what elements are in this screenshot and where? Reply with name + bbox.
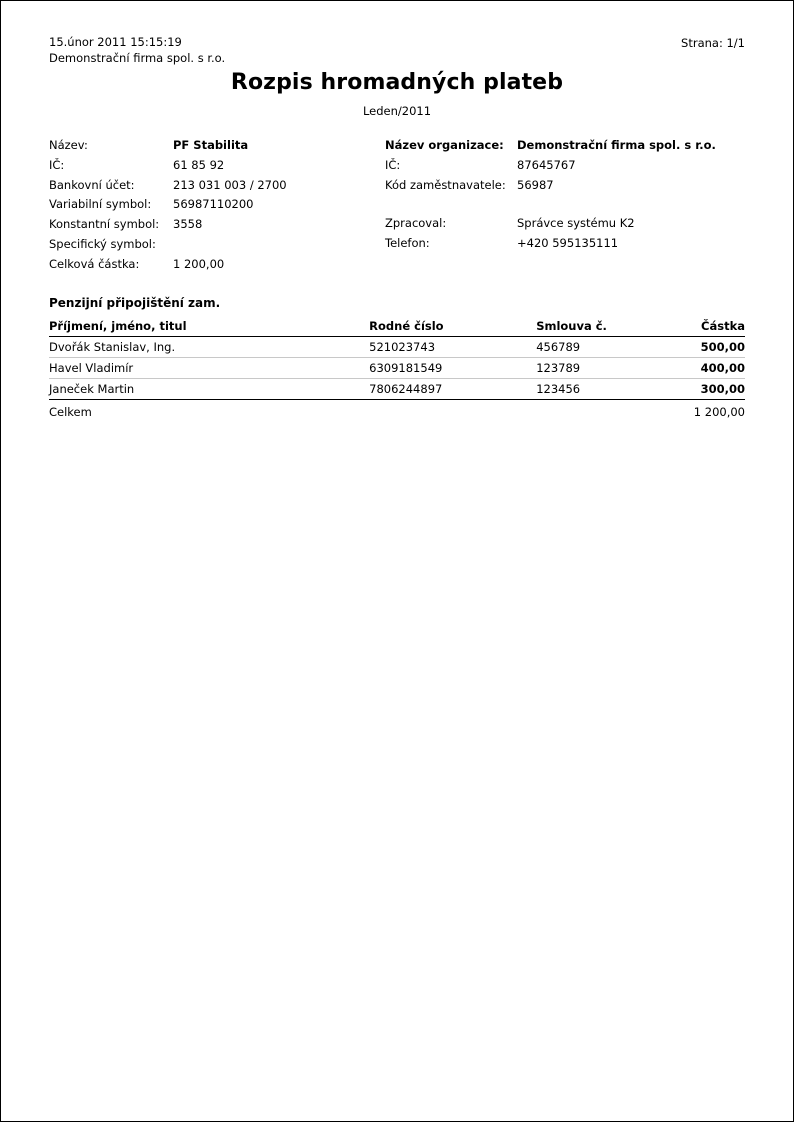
column-header-amount: Částka xyxy=(661,317,745,337)
info-row xyxy=(49,235,385,255)
info-label: Kód zaměstnavatele: xyxy=(385,177,506,192)
info-row xyxy=(49,176,385,196)
info-row xyxy=(385,156,745,176)
cell-name: Dvořák Stanislav, Ing. xyxy=(49,337,369,358)
info-value: 1 200,00 xyxy=(173,256,225,271)
info-label: Konstantní symbol: xyxy=(49,217,160,232)
column-header-name: Příjmení, jméno, titul xyxy=(49,317,369,337)
info-row xyxy=(49,255,385,275)
info-value: Demonstrační firma spol. s r.o. xyxy=(517,138,716,153)
info-row xyxy=(49,215,385,235)
total-spacer xyxy=(536,400,661,423)
table-row xyxy=(49,337,745,358)
cell-birth-number: 521023743 xyxy=(369,337,536,358)
info-label: IČ: xyxy=(49,157,65,172)
info-label: Bankovní účet: xyxy=(49,177,135,192)
info-value: 56987 xyxy=(517,177,554,192)
cell-contract: 456789 xyxy=(536,337,661,358)
print-datetime: 15.únor 2011 15:15:19 xyxy=(49,35,182,49)
section-title: Penzijní připojištění zam. xyxy=(49,296,221,311)
info-value: 56987110200 xyxy=(173,197,254,212)
info-label: Celková částka: xyxy=(49,256,140,271)
cell-contract: 123456 xyxy=(536,379,661,400)
cell-contract: 123789 xyxy=(536,358,661,379)
info-label: Název: xyxy=(49,138,88,153)
info-row xyxy=(49,195,385,215)
info-value: PF Stabilita xyxy=(173,138,249,153)
info-label: Variabilní symbol: xyxy=(49,197,152,212)
page-title: Rozpis hromadných plateb xyxy=(230,70,564,96)
table-total-row xyxy=(49,400,745,423)
cell-amount: 400,00 xyxy=(661,358,745,379)
info-row xyxy=(49,156,385,176)
cell-name: Janeček Martin xyxy=(49,379,369,400)
cell-amount: 500,00 xyxy=(661,337,745,358)
total-spacer xyxy=(369,400,536,423)
document-period: Leden/2011 xyxy=(362,104,432,119)
info-value: 213 031 003 / 2700 xyxy=(173,177,287,192)
cell-birth-number: 6309181549 xyxy=(369,358,536,379)
cell-birth-number: 7806244897 xyxy=(369,379,536,400)
info-value: +420 595135111 xyxy=(517,236,619,251)
info-label: Telefon: xyxy=(385,236,430,251)
info-label: Zpracoval: xyxy=(385,216,447,231)
info-row xyxy=(49,136,385,156)
info-label: Specifický symbol: xyxy=(49,236,156,251)
column-header-contract: Smlouva č. xyxy=(536,317,661,337)
info-value: 87645767 xyxy=(517,157,576,172)
info-row xyxy=(385,214,745,234)
info-spacer xyxy=(385,195,745,214)
info-value: 3558 xyxy=(173,217,203,232)
cell-amount: 300,00 xyxy=(661,379,745,400)
total-amount: 1 200,00 xyxy=(693,405,745,420)
info-label: IČ: xyxy=(385,157,401,172)
cell-name: Havel Vladimír xyxy=(49,358,369,379)
fund-info xyxy=(49,136,385,274)
page-number: Strana: 1/1 xyxy=(681,36,745,50)
payments-table xyxy=(49,317,745,422)
info-row xyxy=(385,176,745,196)
header-left xyxy=(49,35,225,66)
info-value: 61 85 92 xyxy=(173,157,225,172)
table-row xyxy=(49,379,745,400)
document-header xyxy=(49,35,745,66)
info-label: Název organizace: xyxy=(385,138,504,153)
info-row xyxy=(385,234,745,254)
info-block xyxy=(49,136,745,274)
column-header-birth-number: Rodné číslo xyxy=(369,317,536,337)
info-row xyxy=(385,136,745,156)
total-label: Celkem xyxy=(49,405,92,420)
info-value: Správce systému K2 xyxy=(517,216,635,231)
table-row xyxy=(49,358,745,379)
table-header-row xyxy=(49,317,745,337)
organization-info xyxy=(385,136,745,274)
company-name: Demonstrační firma spol. s r.o. xyxy=(49,50,226,65)
